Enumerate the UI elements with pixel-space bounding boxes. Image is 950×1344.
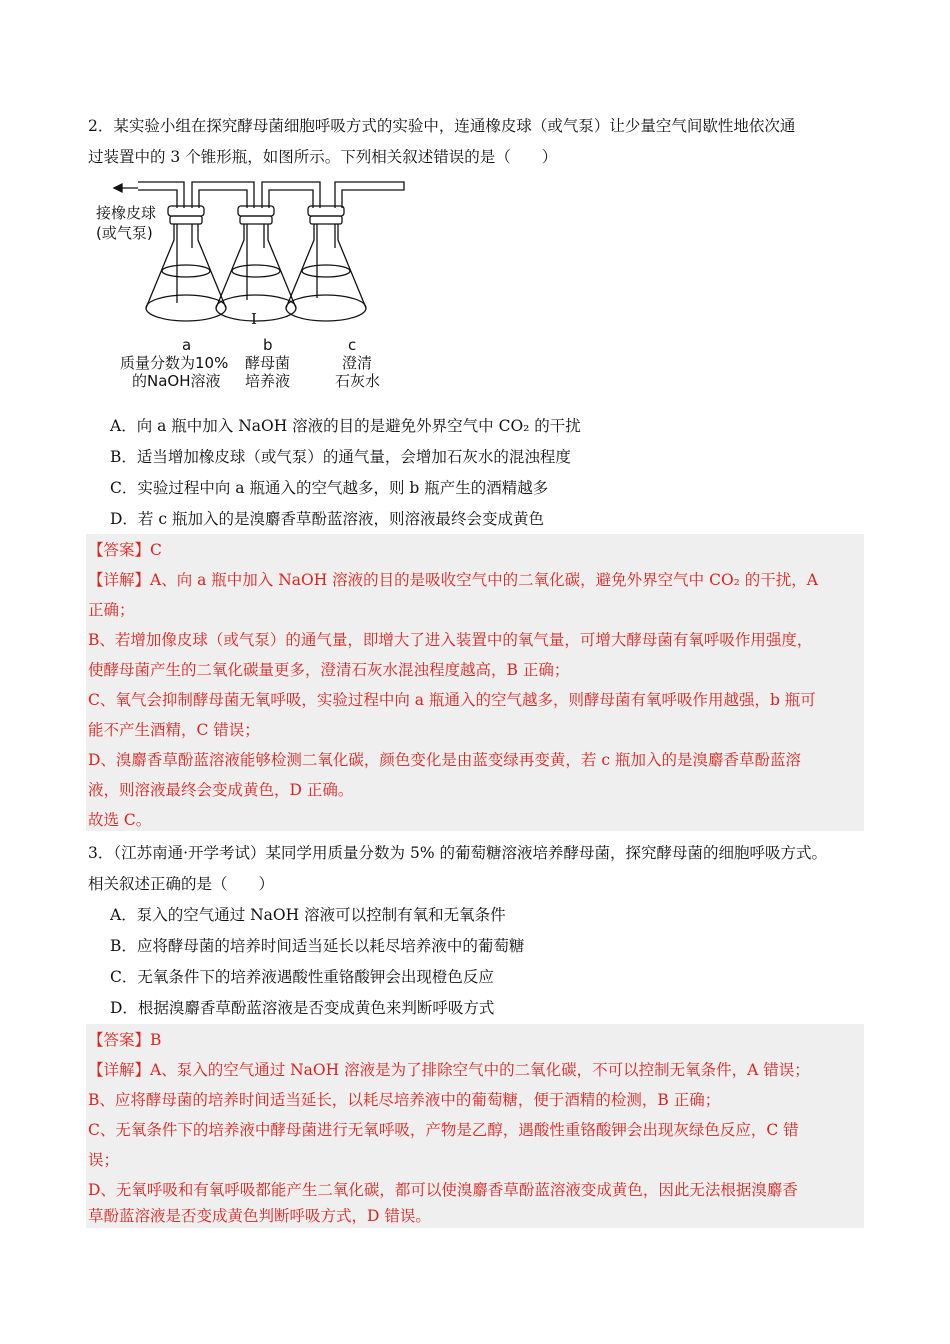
- flask-a-letter: a: [182, 336, 192, 354]
- q2-answer: 【答案】C: [88, 541, 162, 559]
- q2-stem-line-1: 2．某实验小组在探究酵母菌细胞呼吸方式的实验中，连通橡皮球（或气泵）让少量空气间歇性地依次通: [88, 117, 796, 135]
- q3-answer-block: [86, 1024, 864, 1228]
- q3-stem-line-1: 3．（江苏南通·开学考试）某同学用质量分数为 5% 的葡萄糖溶液培养酵母菌，探究酵母菌的细胞呼吸方式。: [88, 844, 827, 862]
- q2-explanation-line-8: 液，则溶液最终会变成黄色，D 正确。: [88, 781, 354, 799]
- pump-label-2: (或气泵): [96, 224, 153, 242]
- flask-a-label-2: 的NaOH溶液: [132, 372, 221, 390]
- pump-label-1: 接橡皮球: [96, 204, 157, 222]
- q3-explanation-line-5: D、无氧呼吸和有氧呼吸都能产生二氧化碳，都可以使溴麝香草酚蓝溶液变成黄色，因此无法根据溴麝香: [88, 1181, 798, 1199]
- q2-explanation-line-3: B、若增加像皮球（或气泵）的通气量，即增大了进入装置中的氧气量，可增大酵母菌有氧呼吸作用强度，: [88, 631, 813, 649]
- q2-explanation-line-7: D、溴麝香草酚蓝溶液能够检测二氧化碳，颜色变化是由蓝变绿再变黄，若 c 瓶加入的是溴麝香草酚蓝溶: [88, 751, 801, 769]
- q2-explanation-line-6: 能不产生酒精，C 错误；: [88, 721, 260, 739]
- q2-explanation-line-2: 正确；: [88, 601, 135, 619]
- q2-explanation-line-5: C、氧气会抑制酵母菌无氧呼吸，实验过程中向 a 瓶通入的空气越多，则酵母菌有氧呼吸作用越强，b 瓶可: [88, 691, 816, 709]
- q3-option-d: D．根据溴麝香草酚蓝溶液是否变成黄色来判断呼吸方式: [110, 999, 495, 1017]
- q3-explanation-line-1: 【详解】A、泵入的空气通过 NaOH 溶液是为了排除空气中的二氧化碳，不可以控制无氧条件，A 错误；: [88, 1061, 810, 1079]
- q3-option-a: A．泵入的空气通过 NaOH 溶液可以控制有氧和无氧条件: [110, 906, 506, 924]
- flask-b-mark: I: [251, 310, 257, 328]
- q3-explanation-line-6: 草酚蓝溶液是否变成黄色判断呼吸方式，D 错误。: [88, 1207, 431, 1225]
- q3-stem-line-2: 相关叙述正确的是（ ）: [88, 875, 275, 893]
- flask-apparatus-figure: [92, 178, 422, 393]
- flask-a-label-1: 质量分数为10%: [120, 354, 229, 372]
- q3-answer: 【答案】B: [88, 1031, 162, 1049]
- flask-c-letter: c: [348, 336, 357, 354]
- q2-answer-block: [86, 534, 864, 831]
- q2-option-b: B．适当增加橡皮球（或气泵）的通气量，会增加石灰水的混浊程度: [110, 448, 571, 466]
- flask-c-label-2: 石灰水: [335, 372, 381, 390]
- q2-explanation-line-1: 【详解】A、向 a 瓶中加入 NaOH 溶液的目的是吸收空气中的二氧化碳，避免外界空气中 CO₂ 的干扰，A: [88, 571, 819, 589]
- q2-option-d: D．若 c 瓶加入的是溴麝香草酚蓝溶液，则溶液最终会变成黄色: [110, 510, 544, 528]
- flask-b-label-2: 培养液: [245, 372, 291, 390]
- q2-explanation-line-9: 故选 C。: [88, 811, 152, 829]
- q2-stem-line-2: 过装置中的 3 个锥形瓶，如图所示。下列相关叙述错误的是（ ）: [88, 148, 558, 166]
- q3-option-b: B．应将酵母菌的培养时间适当延长以耗尽培养液中的葡萄糖: [110, 937, 525, 955]
- q3-explanation-line-3: C、无氧条件下的培养液中酵母菌进行无氧呼吸，产物是乙醇，遇酸性重铬酸钾会出现灰绿色反应，C 错: [88, 1121, 799, 1139]
- q2-option-a: A．向 a 瓶中加入 NaOH 溶液的目的是避免外界空气中 CO₂ 的干扰: [110, 417, 581, 435]
- q3-explanation-line-4: 误；: [88, 1151, 120, 1169]
- flask-c-label-1: 澄清: [342, 354, 373, 372]
- q2-option-c: C．实验过程中向 a 瓶通入的空气越多，则 b 瓶产生的酒精越多: [110, 479, 549, 497]
- q3-option-c: C．无氧条件下的培养液遇酸性重铬酸钾会出现橙色反应: [110, 968, 494, 986]
- flask-b-label-1: 酵母菌: [245, 354, 291, 372]
- flask-b-letter: b: [263, 336, 273, 354]
- q3-explanation-line-2: B、应将酵母菌的培养时间适当延长，以耗尽培养液中的葡萄糖，便于酒精的检测，B 正确；: [88, 1091, 721, 1109]
- q2-explanation-line-4: 使酵母菌产生的二氧化碳量更多，澄清石灰水混浊程度越高，B 正确；: [88, 661, 570, 679]
